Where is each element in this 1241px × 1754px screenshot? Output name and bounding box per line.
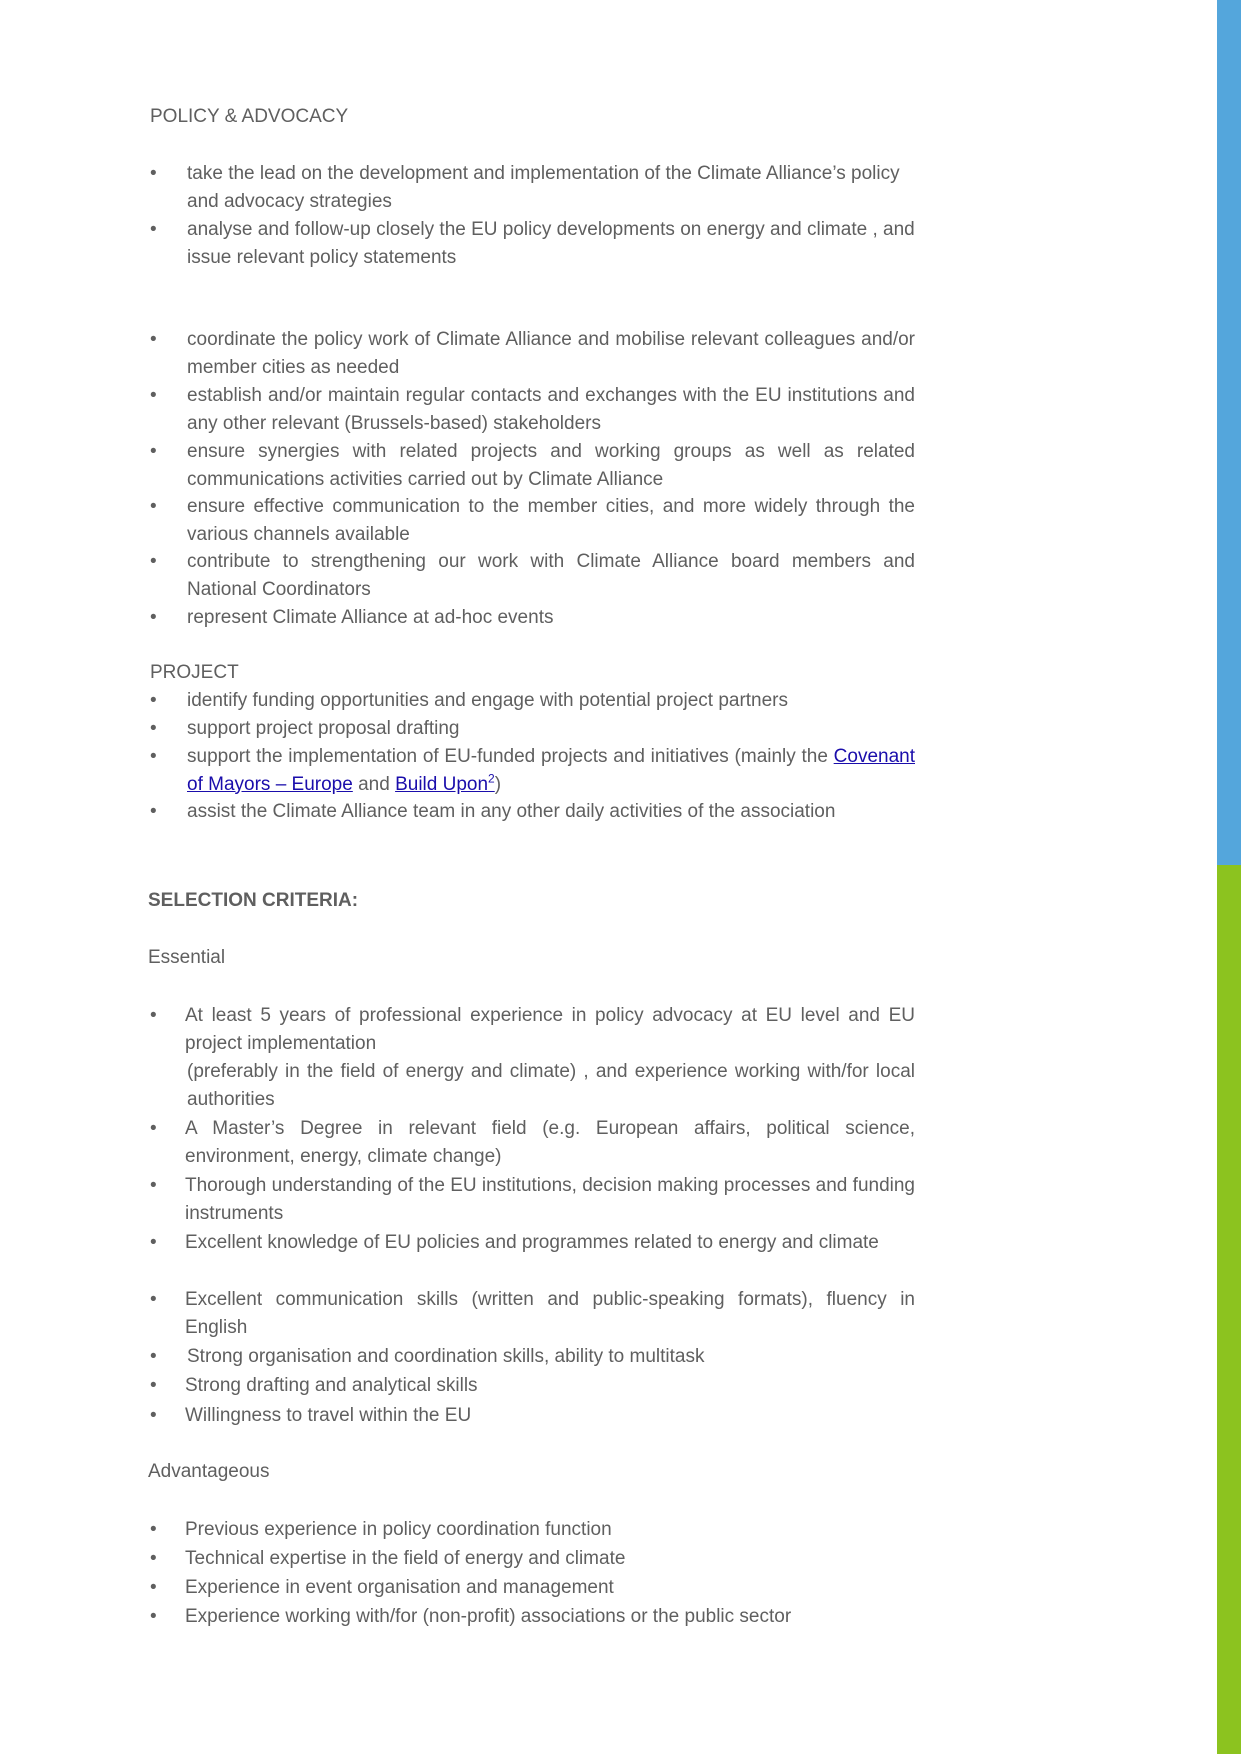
decorative-green-stripe [1217, 865, 1241, 1754]
bullet-icon: • [150, 1346, 157, 1367]
list-item: Experience working with/for (non-profit) associations or the public sector [185, 1606, 792, 1627]
bullet-icon: • [150, 746, 157, 767]
list-item [187, 743, 915, 798]
list-item: identify funding opportunities and engage with potential project partners [187, 690, 789, 711]
bullet-icon: • [150, 219, 157, 240]
bullet-icon: • [150, 496, 157, 517]
build-upon-link-text: Build Upon [395, 773, 489, 795]
bullet-icon: • [150, 1577, 157, 1598]
list-item: Strong drafting and analytical skills [185, 1375, 478, 1396]
list-item-continuation: (preferably in the field of energy and climate) , and experience working with/for local authorities [187, 1061, 915, 1110]
list-item: Willingness to travel within the EU [185, 1405, 472, 1426]
list-item: analyse and follow-up closely the EU policy developments on energy and climate , and issue relevant policy statements [187, 219, 915, 268]
list-item: coordinate the policy work of Climate Alliance and mobilise relevant colleagues and/or member cities as needed [187, 329, 915, 378]
bullet-icon: • [150, 551, 157, 572]
bullet-icon: • [150, 1118, 157, 1139]
list-item: Strong organisation and coordination skills, ability to multitask [187, 1346, 705, 1367]
section-heading-selection-criteria: SELECTION CRITERIA: [148, 890, 359, 911]
list-item: represent Climate Alliance at ad-hoc events [187, 607, 554, 628]
list-item-text: and [352, 773, 396, 795]
bullet-icon: • [150, 1519, 157, 1540]
section-heading-policy: POLICY & ADVOCACY [150, 106, 349, 127]
list-item: ensure synergies with related projects and working groups as well as related communications activities carried out by Climate Alliance [187, 441, 915, 490]
bullet-icon: • [150, 1005, 157, 1026]
bullet-icon: • [150, 441, 157, 462]
covenant-of-mayors-link[interactable]: Covenant of Mayors – Europe [187, 746, 915, 795]
list-item: Thorough understanding of the EU institutions, decision making processes and funding instruments [185, 1175, 915, 1224]
list-item: assist the Climate Alliance team in any other daily activities of the association [187, 801, 836, 822]
list-item-text: ) [494, 773, 502, 795]
bullet-icon: • [150, 1405, 157, 1426]
bullet-icon: • [150, 718, 157, 739]
bullet-icon: • [150, 1375, 157, 1396]
bullet-icon: • [150, 1232, 157, 1253]
bullet-icon: • [150, 329, 157, 350]
list-item: Technical expertise in the field of energy and climate [185, 1548, 626, 1569]
list-item: contribute to strengthening our work with Climate Alliance board members and National Coordinators [187, 551, 915, 600]
bullet-icon: • [150, 801, 157, 822]
list-item: ensure effective communication to the member cities, and more widely through the various channels available [187, 496, 915, 545]
list-item: Previous experience in policy coordination function [185, 1519, 612, 1540]
subheading-advantageous: Advantageous [148, 1461, 270, 1482]
bullet-icon: • [150, 690, 157, 711]
list-item: Excellent communication skills (written and public-speaking formats), fluency in English [185, 1289, 915, 1338]
bullet-icon: • [150, 385, 157, 406]
bullet-icon: • [150, 607, 157, 628]
bullet-icon: • [150, 163, 157, 184]
bullet-icon: • [150, 1606, 157, 1627]
list-item: establish and/or maintain regular contacts and exchanges with the EU institutions and any other relevant (Brussels-based) stakeholders [187, 385, 915, 434]
list-item: support project proposal drafting [187, 718, 460, 739]
list-item: take the lead on the development and implementation of the Climate Alliance’s policy and advocacy strategies [187, 163, 900, 212]
list-item-text: support the implementation of EU-funded projects and initiatives (mainly the [187, 746, 834, 767]
bullet-icon: • [150, 1548, 157, 1569]
section-heading-project: PROJECT [150, 662, 239, 683]
list-item: Excellent knowledge of EU policies and programmes related to energy and climate [185, 1232, 879, 1253]
list-item: A Master’s Degree in relevant field (e.g. European affairs, political science, environment, energy, climate change) [185, 1118, 915, 1167]
footnote-marker: 2 [488, 771, 495, 786]
bullet-icon: • [150, 1289, 157, 1310]
bullet-icon: • [150, 1175, 157, 1196]
decorative-blue-stripe [1217, 0, 1241, 865]
build-upon-link[interactable] [395, 771, 495, 795]
list-item: Experience in event organisation and management [185, 1577, 614, 1598]
list-item: At least 5 years of professional experience in policy advocacy at EU level and EU project implementation [185, 1005, 915, 1054]
subheading-essential: Essential [148, 947, 226, 968]
